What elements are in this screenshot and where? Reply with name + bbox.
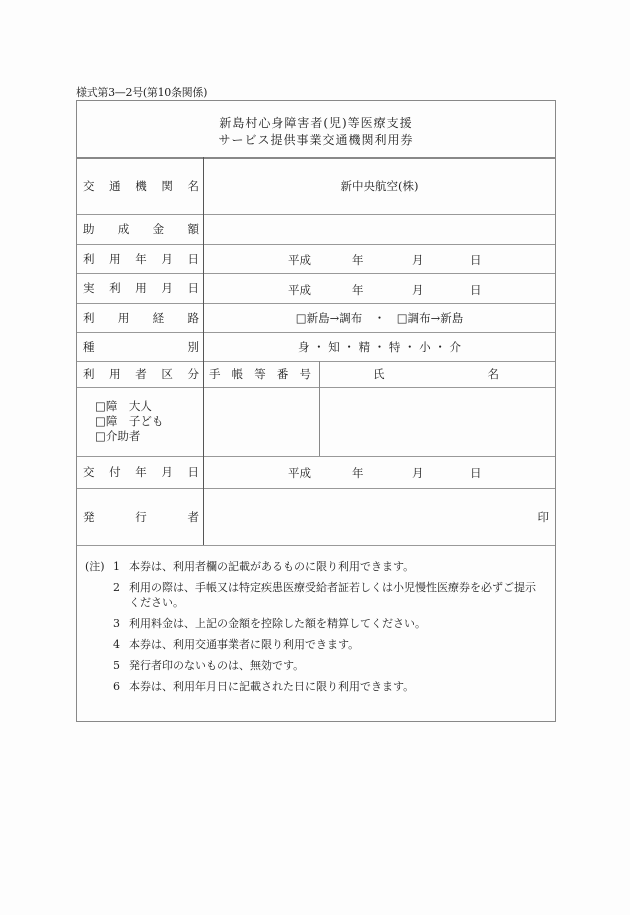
name-field[interactable] <box>320 388 555 456</box>
notes-section <box>85 559 547 700</box>
month: 月 <box>412 283 424 297</box>
era: 平成 <box>288 283 311 297</box>
year: 年 <box>352 283 364 297</box>
divider <box>77 545 555 546</box>
note-item: 4 本券は、利用交通事業者に限り利用できます。 <box>113 638 360 651</box>
transport-value[interactable]: 新中央航空(株) <box>340 178 419 193</box>
note-item: 5 発行者印のないものは、無効です。 <box>113 659 305 672</box>
title-line-2: サービス提供事業交通機関利用券 <box>218 133 414 147</box>
label-route: 利 用 経 路 <box>83 310 199 325</box>
era: 平成 <box>288 466 311 480</box>
label-issue-date: 交 付 年 月 日 <box>83 465 199 479</box>
label-actual-date: 実 利 用 月 日 <box>83 281 199 295</box>
label-type: 種 別 <box>83 339 199 354</box>
label-use-date: 利 用 年 月 日 <box>83 251 199 266</box>
month: 月 <box>412 466 424 480</box>
note-item: 2 利用の際は、手帳又は特定疾患医療受給者証若しくは小児慢性医療券を必ずご提示ください。 <box>113 581 536 609</box>
day: 日 <box>470 283 482 297</box>
option-disabled-adult[interactable]: □障 大人 <box>95 399 152 413</box>
issue-date-field[interactable] <box>204 465 555 481</box>
year: 年 <box>352 466 364 480</box>
label-subsidy: 助 成 金 額 <box>83 222 199 236</box>
option-disabled-child[interactable]: □障 子ども <box>95 414 164 428</box>
day: 日 <box>470 253 482 267</box>
seal-mark: 印 <box>537 509 549 524</box>
route-options[interactable]: □新島→調布 ・ □調布→新島 <box>295 310 464 325</box>
ticket-form <box>76 100 556 722</box>
type-options[interactable]: 身 ・ 知 ・ 精 ・ 特 ・ 小 ・ 介 <box>297 339 462 354</box>
note-item: 3 利用料金は、上記の金額を控除した額を精算してください。 <box>113 617 426 630</box>
user-category-options <box>95 399 163 444</box>
label-notebook-number: 手 帳 等 番 号 <box>209 367 311 381</box>
year: 年 <box>352 253 364 267</box>
label-user-category: 利 用 者 区 分 <box>83 367 199 381</box>
form-number: 様式第3—2号(第10条関係) <box>76 86 208 99</box>
note-item: 6 本券は、利用年月日に記載された日に限り利用できます。 <box>113 680 415 693</box>
form-title <box>77 115 555 149</box>
notebook-number-field[interactable] <box>204 388 319 456</box>
use-date-field[interactable] <box>204 252 555 268</box>
notes-prefix: (注) <box>85 560 105 573</box>
day: 日 <box>470 466 482 480</box>
era: 平成 <box>288 253 311 267</box>
label-transport: 交 通 機 関 名 <box>83 178 199 193</box>
issuer-field[interactable] <box>204 488 549 545</box>
title-line-1: 新島村心身障害者(児)等医療支援 <box>219 116 413 130</box>
note-item: (注) 1 本券は、利用者欄の記載があるものに限り利用できます。 <box>85 560 415 573</box>
label-issuer: 発 行 者 <box>83 509 199 524</box>
option-caregiver[interactable]: □介助者 <box>95 429 141 443</box>
actual-date-field[interactable] <box>204 282 555 298</box>
month: 月 <box>412 253 424 267</box>
label-name: 氏 名 <box>373 367 499 381</box>
subsidy-amount-field[interactable] <box>204 214 555 244</box>
